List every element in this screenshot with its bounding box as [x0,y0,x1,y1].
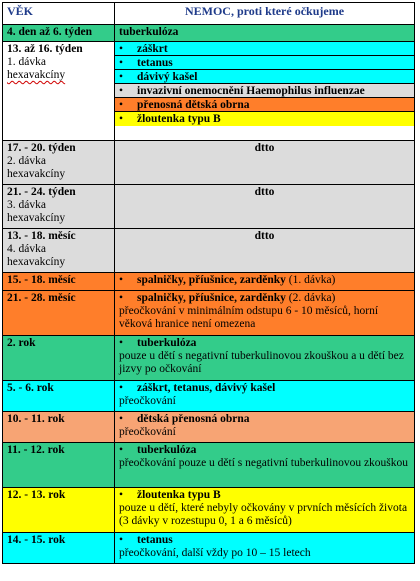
table-header [3,3,415,25]
disease-cell: dtto [115,185,415,229]
list-item: • záškrt [115,42,414,56]
disease-cell [115,42,415,141]
vaccination-schedule-table [2,2,415,564]
age-cell: 10. - 11. rok [3,412,115,443]
age-cell: 12. - 13. rok [3,488,115,533]
table-row [3,141,415,185]
table-row [3,229,415,273]
age-cell: 17. - 20. týden 2. dávka hexavakcíny [3,141,115,185]
age-cell: 2. rok [3,336,115,381]
table-row [3,273,415,291]
age-cell: 4. den až 6. týden [3,25,115,42]
list-item: • tetanus [115,56,414,70]
table-row [3,443,415,488]
table-row [3,533,415,564]
age-cell: 13. - 18. měsíc 4. dávka hexavakcíny [3,229,115,273]
header-disease: NEMOC, proti které očkujeme [115,3,415,25]
disease-cell: • dětská přenosná obrna přeočkování [115,412,415,443]
age-cell: 15. - 18. měsíc [3,273,115,291]
table-row [3,42,415,141]
header-age: VĚK [3,3,115,25]
disease-cell: dtto [115,229,415,273]
disease-cell: • tuberkulóza pouze u dětí s negativní tuberkulinovou zkouškou a u dětí bez jizvy po očkování [115,336,415,381]
disease-cell: • záškrt, tetanus, dávivý kašel přeočkování [115,381,415,412]
table-row [3,381,415,412]
age-cell: 13. až 16. týden 1. dávka hexavakcíny [3,42,115,141]
disease-cell: • tuberkulóza přeočkování pouze u dětí s negativní tuberkulinovou zkouškou [115,443,415,488]
list-item: • žloutenka typu B [115,112,414,126]
table-row [3,488,415,533]
disease-cell: tuberkulóza [115,25,415,42]
age-cell: 11. - 12. rok [3,443,115,488]
disease-cell: • spalničky, příušnice, zarděnky (1. dávka) [115,273,415,291]
table-row [3,291,415,336]
list-item: • invazivní onemocnění Haemophilus influenzae [115,84,414,98]
disease-cell: • tetanus přeočkování, další vždy po 10 – 15 letech [115,533,415,564]
table-row [3,336,415,381]
table-row [3,25,415,42]
age-cell: 5. - 6. rok [3,381,115,412]
age-cell: 14. - 15. rok [3,533,115,564]
age-cell: 21. - 24. týden 3. dávka hexavakcíny [3,185,115,229]
list-item: • přenosná dětská obrna [115,98,414,112]
disease-cell: • spalničky, příušnice, zarděnky (2. dávka) přeočkování v minimálním odstupu 6 - 10 měsíců, horní věková hranice není omezena [115,291,415,336]
disease-cell: • žloutenka typu B pouze u dětí, které nebyly očkovány v prvních měsících života (3 dávky v rozestupu 0, 1 a 6 měsíců) [115,488,415,533]
table-row [3,412,415,443]
age-cell: 21. - 28. měsíc [3,291,115,336]
disease-cell: dtto [115,141,415,185]
table-row [3,185,415,229]
list-item: • dávivý kašel [115,70,414,84]
